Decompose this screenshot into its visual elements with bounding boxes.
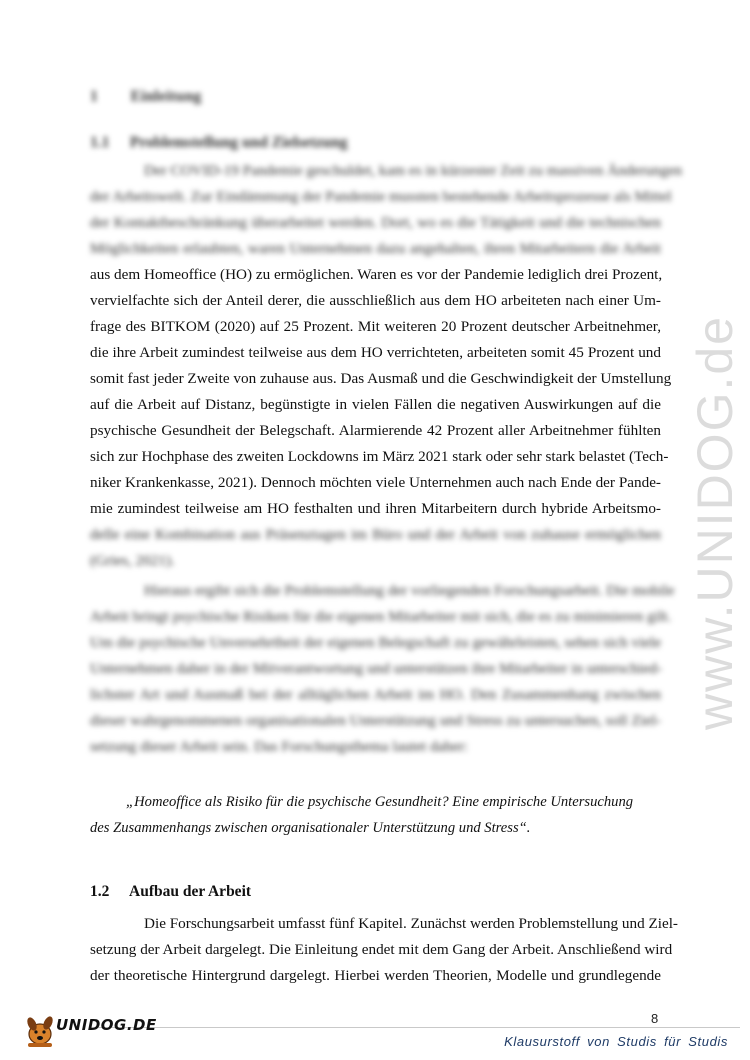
research-question-line: des Zusammenhangs zwischen organisationaler Unterstützung und Stress“. xyxy=(90,820,531,836)
paragraph-line: Um die psychische Unversehrtheit der eigenen Belegschaft zu gewährleisten, sehen sich viele xyxy=(90,634,661,651)
paragraph-line: frage des BITKOM (2020) auf 25 Prozent. Mit weiteren 20 Prozent deutscher Arbeitnehmer, xyxy=(90,318,661,335)
paragraph-line: lichster Art und Ausmaß bei der alltäglichen Arbeit im HO. Den Zusammenhang zwischen xyxy=(90,686,661,703)
paragraph-line: setzung der Arbeit dargelegt. Die Einleitung endet mit dem Gang der Arbeit. Anschließend wird xyxy=(90,941,673,958)
paragraph-line: dieser wahrgenommenen organisationalen Unterstützung und Stress zu untersuchen, soll Ziel- xyxy=(90,712,661,729)
paragraph-line: auf die Arbeit auf Distanz, begünstigte in vielen Fällen die negativen Auswirkungen auf die xyxy=(90,396,661,413)
footer-slogan: Klausurstoff von Studis für Studis xyxy=(504,1034,728,1049)
paragraph-line: delle eine Kombination aus Präsenztagen im Büro und der Arbeit von zuhause ermöglichen xyxy=(90,526,661,543)
paragraph-line: setzung dieser Arbeit sein. Das Forschungsthema lautet daher: xyxy=(90,738,468,755)
paragraph-line: Arbeit bringt psychische Risiken für die eigenen Mitarbeiter mit sich, die es zu minimieren gilt. xyxy=(90,608,672,625)
paragraph-line: der Kontaktbeschränkung überarbeitet werden. Dort, wo es die Tätigkeit und die technischen xyxy=(90,214,661,231)
section-title: Problemstellung und Zielsetzung xyxy=(129,134,348,151)
paragraph-line: aus dem Homeoffice (HO) zu ermöglichen. Waren es vor der Pandemie lediglich drei Prozent, xyxy=(90,266,663,283)
dog-icon xyxy=(25,1015,54,1047)
watermark-text: www.UNIDOG.de xyxy=(687,315,743,730)
chapter-number: 1 xyxy=(90,88,98,105)
paragraph-line: niker Krankenkasse, 2021). Dennoch möchten viele Unternehmen auch nach Ende der Pande- xyxy=(90,474,661,491)
section-heading-1-1 xyxy=(90,134,347,152)
paragraph-line: Möglichkeiten erlaubten, waren Unternehmen dazu angehalten, ihren Mitarbeitern die Arbeit xyxy=(90,240,661,257)
chapter-heading xyxy=(90,88,201,106)
paragraph-line: vervielfachte sich der Anteil derer, die ausschließlich aus dem HO arbeiteten nach einer Um- xyxy=(90,292,661,309)
watermark xyxy=(670,260,750,760)
paragraph-line: die ihre Arbeit zumindest teilweise aus dem HO verrichteten, arbeiteten somit 45 Prozent und xyxy=(90,344,661,361)
research-question-line: „Homeoffice als Risiko für die psychische Gesundheit? Eine empirische Untersuchung xyxy=(126,794,634,810)
chapter-title: Einleitung xyxy=(130,88,202,105)
paragraph-line: Unternehmen daher in der Mitverantwortung und unterstützen ihre Mitarbeiter in unterschied- xyxy=(90,660,662,677)
page-number: 8 xyxy=(651,1011,659,1026)
paragraph-line: psychische Gesundheit der Belegschaft. Alarmierende 42 Prozent aller Arbeitnehmer fühlten xyxy=(90,422,661,439)
paragraph-line: Hieraus ergibt sich die Problemstellung der vorliegenden Forschungsarbeit. Die mobile xyxy=(144,582,675,599)
paragraph-line: Die Forschungsarbeit umfasst fünf Kapitel. Zunächst werden Problemstellung und Ziel- xyxy=(144,915,678,932)
paragraph-line: der Arbeitswelt. Zur Eindämmung der Pandemie mussten bestehende Arbeitsprozesse als Mittel xyxy=(90,188,672,205)
section-title: Aufbau der Arbeit xyxy=(129,883,252,900)
paragraph-line: Der COVID-19 Pandemie geschuldet, kam es in kürzester Zeit zu massiven Änderungen xyxy=(144,162,683,179)
paragraph-line: mie zumindest teilweise am HO festhalten und ihren Mitarbeitern durch hybride Arbeitsmo- xyxy=(90,500,661,517)
section-number: 1.2 xyxy=(90,883,110,900)
paragraph-line: somit fast jeder Zweite von zuhause aus. Das Ausmaß und die Geschwindigkeit der Umstellung xyxy=(90,370,672,387)
section-heading-1-2 xyxy=(90,883,251,901)
section-number: 1.1 xyxy=(90,134,110,151)
paragraph-line: der theoretische Hintergrund dargelegt. Hierbei werden Theorien, Modelle und grundlegende xyxy=(90,967,661,984)
logo-text: UNIDOG.DE xyxy=(56,1016,157,1034)
paragraph-line: sich zur Hochphase des zweiten Lockdowns im März 2021 stark oder sehr stark belastet (Tech- xyxy=(90,448,669,465)
footer-divider xyxy=(90,1027,740,1028)
paragraph-line: (Gries, 2021). xyxy=(90,552,175,569)
